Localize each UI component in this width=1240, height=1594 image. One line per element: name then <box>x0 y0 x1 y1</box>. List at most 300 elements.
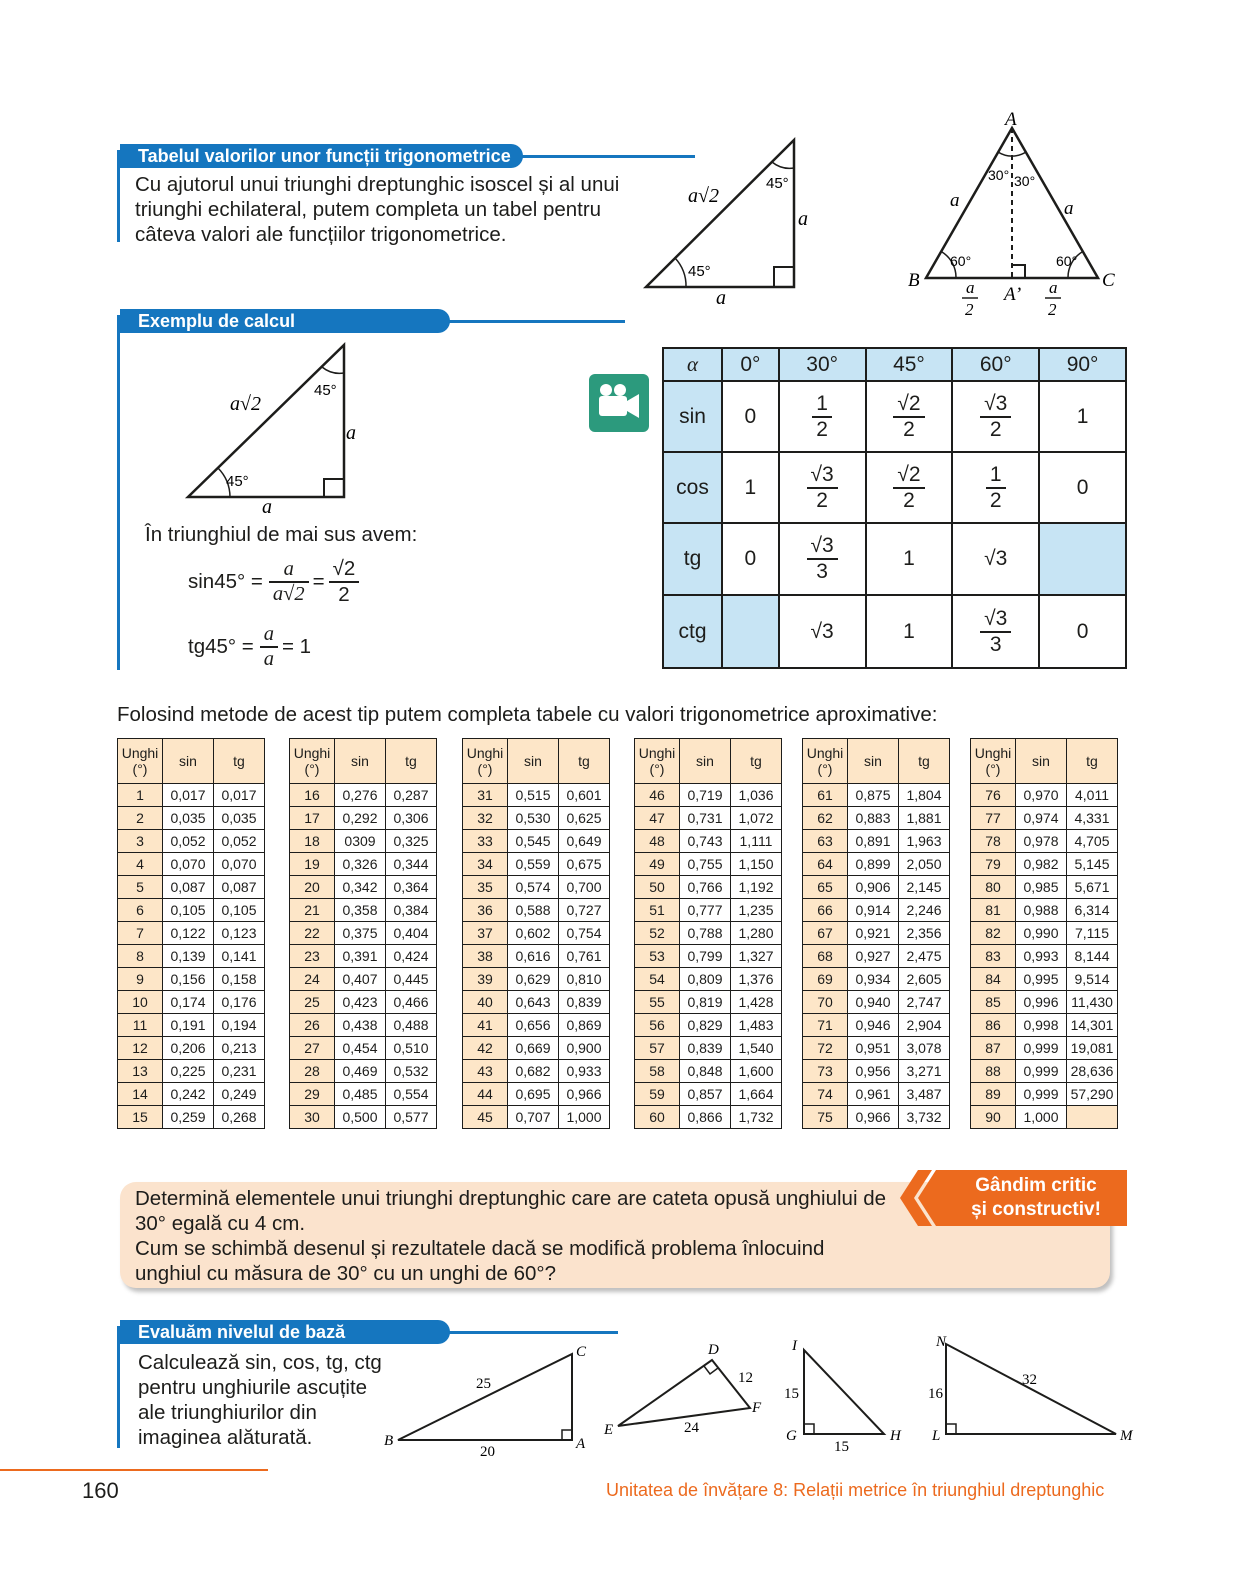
table-cell: 0,970 <box>1016 784 1067 807</box>
frac-den: a <box>263 648 275 670</box>
table-row <box>290 784 437 807</box>
table-cell: 60 <box>635 1106 680 1129</box>
table-cell: 0,819 <box>680 991 731 1014</box>
table-cell <box>1067 1106 1118 1129</box>
table-cell: 84 <box>971 968 1016 991</box>
table-cell: 2,050 <box>899 853 950 876</box>
table-row <box>118 1014 265 1037</box>
table-cell: 0,249 <box>214 1083 265 1106</box>
table-cell: 43 <box>463 1060 508 1083</box>
table-header-cell: tg <box>1067 739 1118 784</box>
table-row <box>971 1014 1118 1037</box>
table-cell: 0,424 <box>386 945 437 968</box>
fraction-a-over-a <box>260 623 278 671</box>
table-cell: 72 <box>803 1037 848 1060</box>
table-row <box>463 830 610 853</box>
table-header-cell: Unghi (°) <box>971 739 1016 784</box>
table-header-cell: Unghi (°) <box>635 739 680 784</box>
table-cell: 0,017 <box>214 784 265 807</box>
chevrons-icon <box>898 1170 948 1226</box>
table-cell: 1 <box>866 595 953 668</box>
table-cell: 35 <box>463 876 508 899</box>
table-cell: 88 <box>971 1060 1016 1083</box>
table-cell: 0,978 <box>1016 830 1067 853</box>
table-cell: 4,331 <box>1067 807 1118 830</box>
table-row <box>971 899 1118 922</box>
table-cell: 70 <box>803 991 848 1014</box>
table-cell: 41 <box>463 1014 508 1037</box>
table-row <box>463 945 610 968</box>
table-cell: 69 <box>803 968 848 991</box>
table-cell: 34 <box>463 853 508 876</box>
table-row <box>971 922 1118 945</box>
section-margin-line <box>117 315 120 670</box>
table-row <box>971 1037 1118 1060</box>
table-cell: $\frac{√2}{2}$ <box>866 452 953 523</box>
table-cell: 0,891 <box>848 830 899 853</box>
table-cell: 3,271 <box>899 1060 950 1083</box>
table-cell: 54 <box>635 968 680 991</box>
table-cell: 2,475 <box>899 945 950 968</box>
table-row <box>635 945 782 968</box>
table-cell: 0,809 <box>680 968 731 991</box>
table-row <box>290 968 437 991</box>
table-cell: 0,485 <box>335 1083 386 1106</box>
table-row <box>803 1037 950 1060</box>
label-side-left: a <box>950 190 960 211</box>
table-cell: 0,669 <box>508 1037 559 1060</box>
table-cell: 18 <box>290 830 335 853</box>
table-row <box>463 1060 610 1083</box>
section-title: Exemplu de calcul <box>120 309 450 333</box>
table-cell: 0,966 <box>848 1106 899 1129</box>
table-row <box>635 1014 782 1037</box>
badge-line-1: Gândim critic <box>975 1175 1097 1196</box>
table-header-cell: α <box>663 348 722 381</box>
table-row <box>635 876 782 899</box>
table-cell: 1 <box>866 523 953 595</box>
formula-sin45 <box>188 557 359 607</box>
table-cell: 9 <box>118 968 163 991</box>
table-cell: 2,356 <box>899 922 950 945</box>
table-cell: 0,052 <box>214 830 265 853</box>
table-cell: $\frac{√3}{3}$ <box>779 523 866 595</box>
table-cell: 0,869 <box>559 1014 610 1037</box>
vertex-F: F <box>752 1400 762 1416</box>
table-cell: 0,927 <box>848 945 899 968</box>
label-angle-C: 60° <box>1056 253 1078 269</box>
table-cell: 33 <box>463 830 508 853</box>
table-cell: 80 <box>971 876 1016 899</box>
table-cell: 0,799 <box>680 945 731 968</box>
example-triangle-figure <box>180 335 370 520</box>
table-cell: √3 <box>779 595 866 668</box>
label-angle-top: 45° <box>314 382 337 399</box>
table-cell: 0,554 <box>386 1083 437 1106</box>
table-cell: 36 <box>463 899 508 922</box>
table-cell: 1,881 <box>899 807 950 830</box>
table-cell: 77 <box>971 807 1016 830</box>
table-cell: 63 <box>803 830 848 853</box>
table-cell: 86 <box>971 1014 1016 1037</box>
table-cell: 0,325 <box>386 830 437 853</box>
table-header-cell: 30° <box>779 348 866 381</box>
table-cell: 1,036 <box>731 784 782 807</box>
vertex-G: G <box>786 1428 797 1444</box>
table-cell: 50 <box>635 876 680 899</box>
table-cell: 0,559 <box>508 853 559 876</box>
table-cell: 0,176 <box>214 991 265 1014</box>
table-row <box>803 945 950 968</box>
half-left-num: a <box>966 278 975 297</box>
table-cell: 0,545 <box>508 830 559 853</box>
table-cell: 0,899 <box>848 853 899 876</box>
table-cell: 29 <box>290 1083 335 1106</box>
table-row <box>118 1106 265 1129</box>
table-cell: 0,052 <box>163 830 214 853</box>
table-cell: 66 <box>803 899 848 922</box>
table-cell: 1,000 <box>1016 1106 1067 1129</box>
table-cell: 1,327 <box>731 945 782 968</box>
table-cell: $\frac{1}{2}$ <box>952 452 1039 523</box>
table-row <box>290 853 437 876</box>
table-cell: 0309 <box>335 830 386 853</box>
table-cell: 0,276 <box>335 784 386 807</box>
table-row <box>118 830 265 853</box>
table-cell: 6 <box>118 899 163 922</box>
table-header-row <box>803 739 950 784</box>
table-cell: 0,866 <box>680 1106 731 1129</box>
table-header-cell: 60° <box>952 348 1039 381</box>
table-cell: 11,430 <box>1067 991 1118 1014</box>
table-row <box>463 991 610 1014</box>
vertex-L: L <box>932 1428 941 1442</box>
table-cell: 1,540 <box>731 1037 782 1060</box>
triangle-BAC-figure <box>380 1340 595 1462</box>
table-cell: 0,123 <box>214 922 265 945</box>
table-row <box>803 807 950 830</box>
approx-intro: Folosind metode de acest tip putem completa tabele cu valori trigonometrice aproximative: <box>117 703 938 726</box>
table-row <box>663 595 1126 668</box>
table-row <box>290 1083 437 1106</box>
table-row <box>635 899 782 922</box>
table-cell: 8,144 <box>1067 945 1118 968</box>
table-row <box>635 922 782 945</box>
table-cell: 0,755 <box>680 853 731 876</box>
table-row <box>290 807 437 830</box>
vertex-H: H <box>890 1428 901 1444</box>
table-row <box>118 922 265 945</box>
table-cell: 27 <box>290 1037 335 1060</box>
footer-rule <box>0 1469 268 1471</box>
table-cell: 83 <box>971 945 1016 968</box>
table-cell: 0,985 <box>1016 876 1067 899</box>
video-camera-glyph <box>589 374 649 432</box>
equals-sign: = <box>312 570 325 593</box>
table-cell: 0,988 <box>1016 899 1067 922</box>
table-cell: 3,487 <box>899 1083 950 1106</box>
table-row <box>971 807 1118 830</box>
table-cell: 0,139 <box>163 945 214 968</box>
table-cell: $\frac{√3}{2}$ <box>779 452 866 523</box>
table-cell: 1 <box>722 452 779 523</box>
table-row <box>803 1060 950 1083</box>
table-header-cell: sin <box>1016 739 1067 784</box>
table-header-cell: Unghi (°) <box>803 739 848 784</box>
table-cell: √3 <box>952 523 1039 595</box>
table-cell: 38 <box>463 945 508 968</box>
badge-line-2: și constructiv! <box>971 1199 1101 1220</box>
table-row <box>463 1106 610 1129</box>
table-row <box>290 1014 437 1037</box>
table-cell: 0,488 <box>386 1014 437 1037</box>
table-cell: 0,156 <box>163 968 214 991</box>
table-cell: 32 <box>463 807 508 830</box>
approx-table <box>970 738 1118 1129</box>
table-row <box>663 452 1126 523</box>
table-cell: 0,951 <box>848 1037 899 1060</box>
table-cell: 0,934 <box>848 968 899 991</box>
table-cell: 0,268 <box>214 1106 265 1129</box>
label-angle-left: 45° <box>226 473 249 490</box>
table-header-row <box>663 348 1126 381</box>
table-cell: 0,602 <box>508 922 559 945</box>
table-row <box>803 899 950 922</box>
critical-thinking-badge <box>945 1170 1127 1226</box>
table-cell: $\frac{√3}{3}$ <box>952 595 1039 668</box>
table-row <box>290 1106 437 1129</box>
table-cell: 0,995 <box>1016 968 1067 991</box>
label-32: 32 <box>1022 1372 1037 1388</box>
table-cell: 0,574 <box>508 876 559 899</box>
label-16: 16 <box>928 1386 943 1402</box>
table-cell: $\frac{√3}{2}$ <box>952 381 1039 452</box>
table-cell: 1,376 <box>731 968 782 991</box>
vertex-C: C <box>576 1344 587 1360</box>
table-cell: 0,423 <box>335 991 386 1014</box>
table-cell: 1,664 <box>731 1083 782 1106</box>
table-cell: 64 <box>803 853 848 876</box>
table-row <box>971 1083 1118 1106</box>
table-row <box>463 876 610 899</box>
table-cell: 0,761 <box>559 945 610 968</box>
table-cell: 82 <box>971 922 1016 945</box>
table-cell: 0,384 <box>386 899 437 922</box>
table-row <box>971 1106 1118 1129</box>
video-camera-icon[interactable] <box>589 374 649 432</box>
table-cell: 0,625 <box>559 807 610 830</box>
table-row <box>635 968 782 991</box>
table-cell: 5,145 <box>1067 853 1118 876</box>
table-cell: 87 <box>971 1037 1016 1060</box>
label-leg-v: a <box>346 422 356 444</box>
table-cell: 0,404 <box>386 922 437 945</box>
table-cell: 0,839 <box>680 1037 731 1060</box>
table-cell: 25 <box>290 991 335 1014</box>
table-row <box>463 899 610 922</box>
table-cell: 1,235 <box>731 899 782 922</box>
table-cell: 2 <box>118 807 163 830</box>
table-cell: 0,956 <box>848 1060 899 1083</box>
frac-num: √2 <box>329 557 360 583</box>
table-cell: 0,754 <box>559 922 610 945</box>
vertex-A: A <box>1005 110 1017 130</box>
table-cell: 51 <box>635 899 680 922</box>
table-cell: 71 <box>803 1014 848 1037</box>
table-cell: 68 <box>803 945 848 968</box>
table-row <box>635 1060 782 1083</box>
triangle-NLM-figure <box>920 1330 1145 1442</box>
table-cell: 40 <box>463 991 508 1014</box>
table-cell: 0,643 <box>508 991 559 1014</box>
table-cell: 0,616 <box>508 945 559 968</box>
section-title: Evaluăm nivelul de bază <box>120 1320 450 1344</box>
table-cell: 47 <box>635 807 680 830</box>
table-cell: 44 <box>463 1083 508 1106</box>
table-cell: 0,070 <box>214 853 265 876</box>
table-row <box>971 830 1118 853</box>
table-header-cell: sin <box>680 739 731 784</box>
table-header-row <box>290 739 437 784</box>
table-cell: 4,705 <box>1067 830 1118 853</box>
table-cell: 0,966 <box>559 1083 610 1106</box>
table-cell: 1,963 <box>899 830 950 853</box>
table-cell: 22 <box>290 922 335 945</box>
table-row <box>290 991 437 1014</box>
table-cell: 55 <box>635 991 680 1014</box>
table-cell: 0,364 <box>386 876 437 899</box>
table-cell: 2,747 <box>899 991 950 1014</box>
table-cell: 0,391 <box>335 945 386 968</box>
vertex-M: M <box>1120 1428 1133 1442</box>
table-cell: $\frac{1}{2}$ <box>779 381 866 452</box>
label-12: 12 <box>738 1370 753 1386</box>
table-cell: 0 <box>722 523 779 595</box>
table-cell: 0,158 <box>214 968 265 991</box>
row-header: ctg <box>663 595 722 668</box>
trig-values-table <box>662 347 1127 669</box>
label-leg-v: a <box>798 208 808 230</box>
table-row <box>463 1083 610 1106</box>
table-row <box>803 1014 950 1037</box>
row-header: tg <box>663 523 722 595</box>
table-cell: 57,290 <box>1067 1083 1118 1106</box>
table-row <box>635 1037 782 1060</box>
table-cell: 0,344 <box>386 853 437 876</box>
table-cell: 0,287 <box>386 784 437 807</box>
table-header-cell: sin <box>335 739 386 784</box>
table-cell: 0,231 <box>214 1060 265 1083</box>
table-cell: 0,839 <box>559 991 610 1014</box>
table-cell: 0,087 <box>214 876 265 899</box>
table-cell: 45 <box>463 1106 508 1129</box>
table-header-cell: tg <box>214 739 265 784</box>
table-cell: 19 <box>290 853 335 876</box>
table-cell: 7,115 <box>1067 922 1118 945</box>
table-cell: 0,532 <box>386 1060 437 1083</box>
table-cell: 26 <box>290 1014 335 1037</box>
vertex-A: A <box>576 1436 586 1452</box>
table-row <box>635 807 782 830</box>
table-row <box>635 784 782 807</box>
label-base: 20 <box>480 1444 495 1460</box>
table-cell: 0,875 <box>848 784 899 807</box>
table-cell: 0,601 <box>559 784 610 807</box>
table-cell: 0,982 <box>1016 853 1067 876</box>
table-row <box>971 784 1118 807</box>
table-cell: 0,940 <box>848 991 899 1014</box>
table-row <box>118 899 265 922</box>
label-leg-h: a <box>716 287 726 309</box>
table-cell: 0,017 <box>163 784 214 807</box>
approx-table <box>802 738 950 1129</box>
table-row <box>118 1037 265 1060</box>
table-cell: 31 <box>463 784 508 807</box>
table-cell: 30 <box>290 1106 335 1129</box>
table-cell: 49 <box>635 853 680 876</box>
table-cell: 1,072 <box>731 807 782 830</box>
label-hyp: a√2 <box>230 393 261 415</box>
table-cell: 52 <box>635 922 680 945</box>
table-cell: 11 <box>118 1014 163 1037</box>
table-row <box>290 922 437 945</box>
table-row <box>118 945 265 968</box>
table-row <box>635 991 782 1014</box>
table-cell: 1 <box>1039 381 1126 452</box>
table-cell: 13 <box>118 1060 163 1083</box>
table-cell: 0 <box>1039 452 1126 523</box>
table-cell: 20 <box>290 876 335 899</box>
table-cell: 65 <box>803 876 848 899</box>
table-cell: 1,280 <box>731 922 782 945</box>
table-cell: 0,990 <box>1016 922 1067 945</box>
table-row <box>803 830 950 853</box>
table-cell: 1,428 <box>731 991 782 1014</box>
example-intro: În triunghiul de mai sus avem: <box>145 523 418 546</box>
table-cell: 23 <box>290 945 335 968</box>
table-header-row <box>971 739 1118 784</box>
table-header-cell: 90° <box>1039 348 1126 381</box>
table-cell: 0 <box>1039 595 1126 668</box>
table-row <box>118 991 265 1014</box>
table-cell: $\frac{√2}{2}$ <box>866 381 953 452</box>
table-cell: 0,445 <box>386 968 437 991</box>
table-cell: 0,510 <box>386 1037 437 1060</box>
footer-title: Unitatea de învățare 8: Relații metrice în triunghiul dreptunghic <box>606 1480 1105 1500</box>
table-row <box>971 945 1118 968</box>
label-15-v: 15 <box>784 1386 799 1402</box>
table-header-row <box>635 739 782 784</box>
table-cell: 5 <box>118 876 163 899</box>
formula-tg45-lhs: tg45° = <box>188 635 254 658</box>
table-cell: 2,904 <box>899 1014 950 1037</box>
table-row <box>290 1037 437 1060</box>
label-hyp: a√2 <box>688 185 719 207</box>
vertex-B: B <box>384 1433 394 1449</box>
label-24: 24 <box>684 1420 699 1436</box>
problem-line-1: Determină elementele unui triunghi dreptunghic care are cateta opusă unghiului de 30° egală cu 4 cm. <box>135 1187 887 1235</box>
table-cell: 0,974 <box>1016 807 1067 830</box>
table-row <box>290 876 437 899</box>
table-cell: 73 <box>803 1060 848 1083</box>
table-cell: 0,933 <box>559 1060 610 1083</box>
row-header: cos <box>663 452 722 523</box>
table-cell: 0,122 <box>163 922 214 945</box>
section-title: Tabelul valorilor unor funcții trigonometrice <box>120 144 523 168</box>
table-cell: 0,375 <box>335 922 386 945</box>
table-cell: 59 <box>635 1083 680 1106</box>
table-cell: 0,213 <box>214 1037 265 1060</box>
